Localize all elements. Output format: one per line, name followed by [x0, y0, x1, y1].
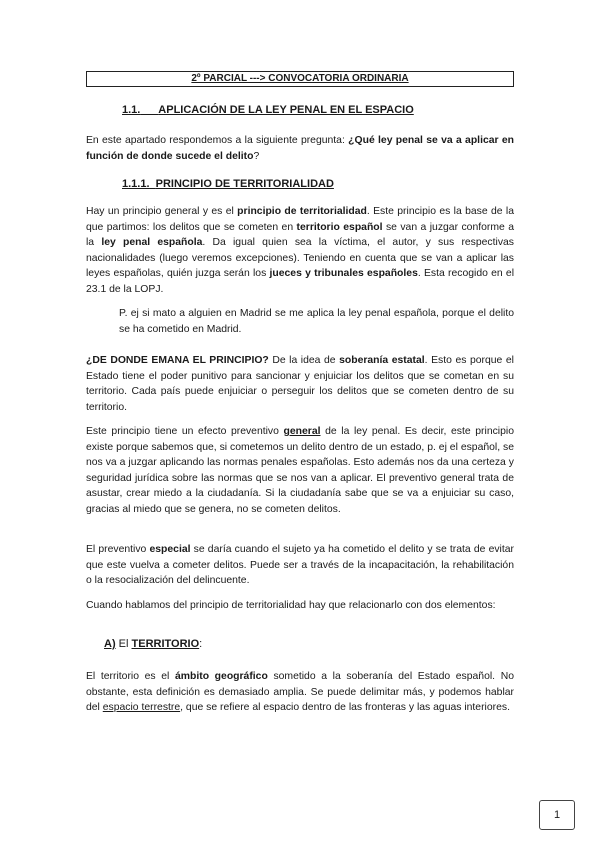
- highlight-term: general: [283, 426, 321, 437]
- highlight-term: especial: [149, 544, 191, 555]
- highlight-term: ámbito geográfico: [174, 671, 268, 682]
- section-heading-1-1: [122, 104, 414, 116]
- section-letter: A): [104, 638, 116, 650]
- paragraph-origin: ¿DE DONDE EMANA EL PRINCIPIO? De la idea de soberanía estatal. Esto es porque el Estado tiene el poder punitivo para sancionar y enjuiciar los delitos que se cometan en su territorio. Cada país puede enjuiciar o perseguir los delitos que se cometen dentro de su territorio.: [86, 355, 514, 413]
- paragraph-elements: Cuando hablamos del principio de territorialidad hay que relacionarlo con dos elementos:: [86, 600, 496, 611]
- question-heading: ¿DE DONDE EMANA EL PRINCIPIO?: [86, 355, 269, 366]
- section-title: APLICACIÓN DE LA LEY PENAL EN EL ESPACIO: [158, 104, 414, 116]
- intro-question: ¿Qué ley penal se va a aplicar en función de donde sucede el delito: [86, 135, 514, 162]
- paragraph-general-prevention: Este principio tiene un efecto preventivo general de la ley penal. Es decir, este principio existe porque sabemos que, si cometemos un delito dentro de un estado, p. ej el español, se nos va a juzgar aplicando las normas penales españolas. Esto además nos da una certeza y seguridad jurídica sobre las normas que se nos van a aplicar. El preventivo general trata de asustar, crear miedo a la ciudadanía. Si la ciudadanía sabe que se va a enjuiciar su caso, gracias al miedo que se genera, no se cometen delitos.: [86, 426, 514, 515]
- intro-paragraph: En este apartado respondemos a la siguiente pregunta: ¿Qué ley penal se va a aplicar en función de donde sucede el delito?: [86, 135, 514, 162]
- section-title: TERRITORIO: [131, 638, 200, 650]
- highlight-term: territorio español: [296, 221, 383, 233]
- document-title: 2º PARCIAL ---> CONVOCATORIA ORDINARIA: [86, 71, 514, 87]
- section-a-heading: A) El TERRITORIO:: [104, 638, 203, 650]
- highlight-term: principio de territorialidad: [237, 206, 367, 217]
- paragraph-territory: El territorio es el ámbito geográfico sometido a la soberanía del Estado español. No obstante, esta definición es demasiado amplia. Se puede delimitar más, y podemos hablar del espacio terrestre, que se refiere al espacio dentro de las fronteras y las aguas interiores.: [86, 671, 514, 713]
- section-number: 1.1.1.: [122, 178, 150, 190]
- highlight-term: soberanía estatal: [339, 355, 425, 366]
- highlight-term: jueces y tribunales españoles: [269, 268, 418, 279]
- example-paragraph: P. ej si mato a alguien en Madrid se me aplica la ley penal española, porque el delito se ha cometido en Madrid.: [119, 308, 514, 335]
- underlined-term: espacio terrestre: [102, 702, 181, 713]
- highlight-term: ley penal española: [101, 237, 203, 248]
- paragraph-special-prevention: El preventivo especial se daría cuando el sujeto ya ha cometido el delito y se trata de evitar que este vuelva a cometer delitos. Puede ser a través de la incapacitación, la rehabilitación o la resocialización del delincuente.: [86, 544, 514, 586]
- paragraph-territoriality: Hay un principio general y es el principio de territorialidad. Este principio es la base de la que partimos: los delitos que se cometen en territorio español se van a juzgar conforme a la ley penal española. Da igual quien sea la víctima, el autor, y sus respectivas nacionalidades (luego veremos excepciones). Teniendo en cuenta que se van a aplicar las leyes españolas, quién juzga serán los jueces y tribunales españoles. Esta recogido en el 23.1 de la LOPJ.: [86, 206, 515, 295]
- page-number: 1: [539, 800, 575, 830]
- section-number: 1.1.: [122, 104, 141, 116]
- section-heading-1-1-1: [122, 178, 334, 190]
- section-title: PRINCIPIO DE TERRITORIALIDAD: [155, 178, 334, 190]
